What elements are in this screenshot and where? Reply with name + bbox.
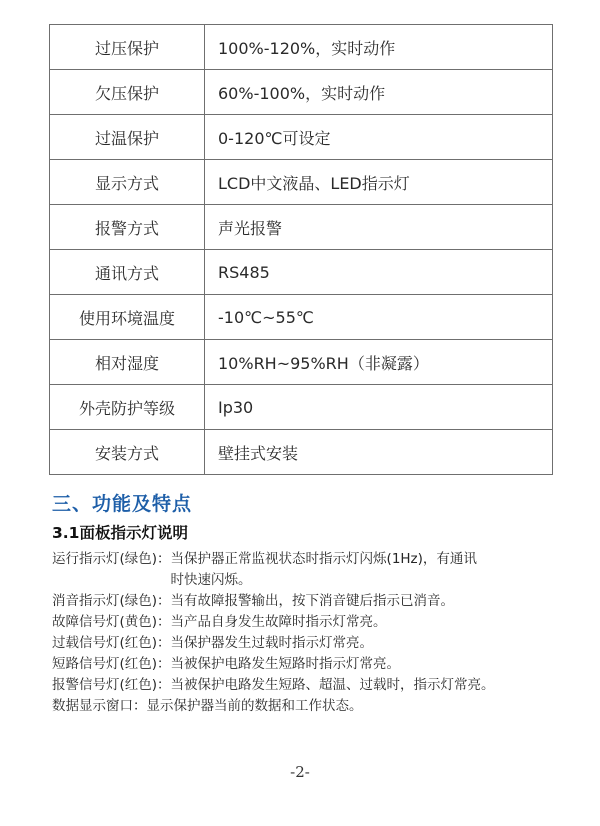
spec-label: 显示方式: [50, 160, 205, 205]
spec-label: 报警方式: [50, 205, 205, 250]
list-item: [52, 633, 592, 654]
spec-value: 100%-120%，实时动作: [205, 25, 553, 70]
indicator-name: 数据显示窗口：: [52, 698, 147, 714]
indicator-description: 当产品自身发生故障时指示灯常亮。: [170, 614, 387, 630]
indicator-description-line: 当保护器正常监视状态时指示灯闪烁(1Hz)，有通讯: [170, 551, 477, 567]
indicator-description: 当有故障报警输出，按下消音键后指示已消音。: [170, 593, 455, 609]
spec-table: [49, 24, 553, 475]
table-row: [50, 160, 553, 205]
section-heading: 三、功能及特点: [52, 493, 193, 515]
spec-label: 过压保护: [50, 25, 205, 70]
spec-label: 过温保护: [50, 115, 205, 160]
table-row: [50, 250, 553, 295]
spec-value: RS485: [205, 250, 553, 295]
spec-value: 壁挂式安装: [205, 430, 553, 475]
indicator-list: [52, 549, 592, 717]
spec-label: 安装方式: [50, 430, 205, 475]
sub-heading: 3.1面板指示灯说明: [52, 524, 188, 542]
spec-label: 欠压保护: [50, 70, 205, 115]
indicator-name: 故障信号灯(黄色)：: [52, 614, 171, 630]
indicator-description: 当被保护电路发生短路时指示灯常亮。: [170, 656, 401, 672]
indicator-description-continuation: 时快速闪烁。: [170, 572, 252, 588]
indicator-name: 消音指示灯(绿色)：: [52, 593, 171, 609]
page-number: -2-: [290, 763, 310, 781]
table-row: [50, 115, 553, 160]
indicator-name: 报警信号灯(红色)：: [52, 677, 171, 693]
list-item: [52, 612, 592, 633]
spec-value: 声光报警: [205, 205, 553, 250]
table-row: [50, 295, 553, 340]
spec-label: 使用环境温度: [50, 295, 205, 340]
list-item: [52, 654, 592, 675]
spec-value: Ip30: [205, 385, 553, 430]
spec-value: 10%RH~95%RH（非凝露）: [205, 340, 553, 385]
spec-value: 60%-100%，实时动作: [205, 70, 553, 115]
indicator-description: 当被保护电路发生短路、超温、过载时，指示灯常亮。: [170, 677, 495, 693]
list-item: [52, 696, 592, 717]
spec-value: 0-120℃可设定: [205, 115, 553, 160]
table-row: [50, 25, 553, 70]
list-item: [52, 549, 592, 591]
spec-value: LCD中文液晶、LED指示灯: [205, 160, 553, 205]
spec-label: 相对湿度: [50, 340, 205, 385]
list-item: [52, 591, 592, 612]
indicator-description: 当保护器发生过载时指示灯常亮。: [170, 635, 374, 651]
spec-label: 通讯方式: [50, 250, 205, 295]
table-row: [50, 205, 553, 250]
list-item: [52, 675, 592, 696]
spec-label: 外壳防护等级: [50, 385, 205, 430]
spec-value: -10℃~55℃: [205, 295, 553, 340]
indicator-name: 运行指示灯(绿色)：: [52, 551, 171, 567]
table-row: [50, 70, 553, 115]
table-row: [50, 430, 553, 475]
indicator-description: 显示保护器当前的数据和工作状态。: [146, 698, 363, 714]
indicator-description: [171, 549, 477, 591]
indicator-name: 短路信号灯(红色)：: [52, 656, 171, 672]
table-row: [50, 340, 553, 385]
table-row: [50, 385, 553, 430]
indicator-name: 过载信号灯(红色)：: [52, 635, 171, 651]
